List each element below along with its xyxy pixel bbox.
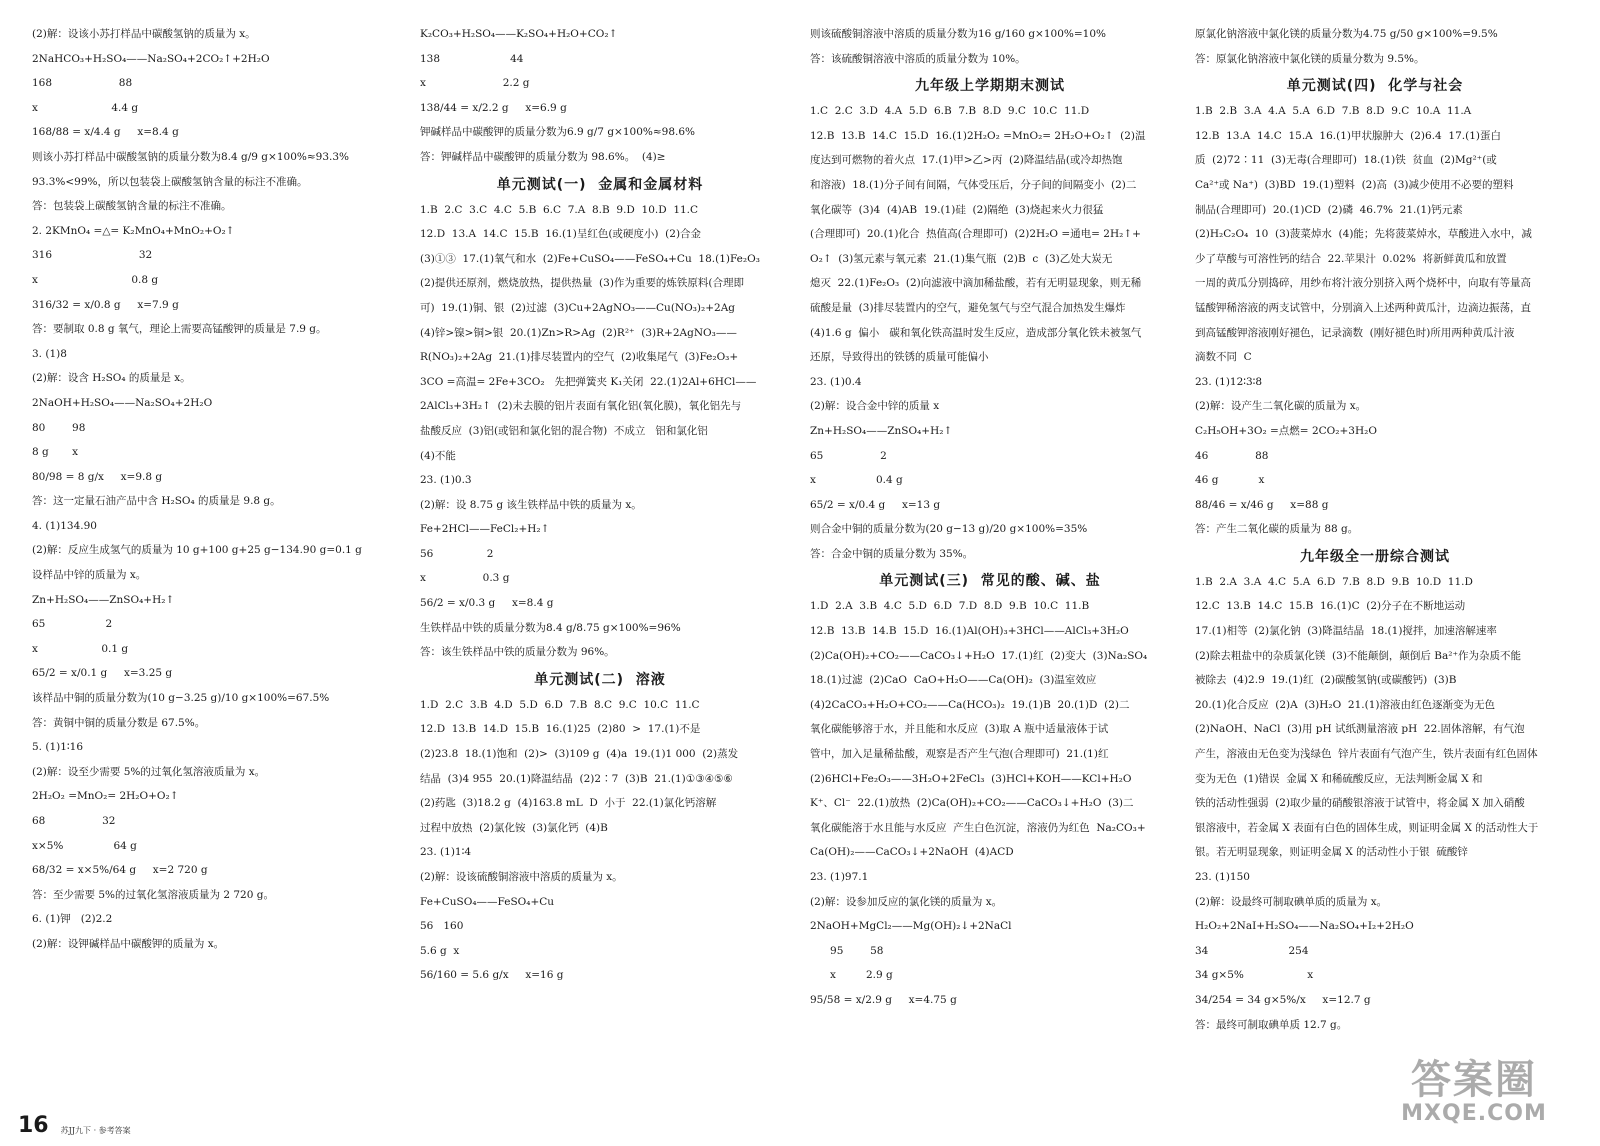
answer-line: 质 (2)72∶11 (3)无毒(合理即可) 18.(1)铁 贫血 (2)Mg²⁺(或 (1195, 154, 1497, 167)
answer-line: 该样品中铜的质量分数为(10 g−3.25 g)/10 g×100%=67.5% (32, 692, 330, 705)
answer-line: (2)解：设该硫酸铜溶液中溶质的质量为 x。 (420, 871, 623, 883)
answer-line: 银。若无明显现象，则证明金属 X 的活动性小于银 硫酸锌 (1195, 846, 1468, 859)
answer-line: 65 2 (810, 449, 887, 462)
answer-line: 23. (1)97.1 (810, 871, 869, 883)
answer-line: x×5% 64 g (32, 839, 137, 852)
answer-line: 2AlCl₃+3H₂↑ (2)未去膜的铝片表面有氧化铝(氧化膜)，氧化铝先与 (420, 400, 742, 413)
answer-line: 1.B 2.A 3.A 4.C 5.A 6.D 7.B 8.D 9.B 10.D 11.D (1195, 575, 1473, 588)
answer-line: Zn+H₂SO₄——ZnSO₄+H₂↑ (810, 424, 953, 437)
answer-line: 答：至少需要 5%的过氧化氢溶液质量为 2 720 g。 (32, 888, 274, 901)
answer-line: 5. (1)1∶16 (32, 741, 84, 754)
answer-line: (4)1.6 g 偏小 碳和氧化铁高温时发生反应，造成部分氧化铁未被氢气 (810, 326, 1142, 339)
section-title: 单元测试(二) 溶液 (534, 671, 666, 688)
answer-line: (2)23.8 18.(1)饱和 (2)> (3)109 g (4)a 19.(1)1 000 (2)蒸发 (420, 748, 739, 761)
answer-line: 答：该生铁样品中铁的质量分数为 96%。 (420, 646, 615, 659)
answer-line: (合理即可) 20.(1)化合 热值高(合理即可) (2)2H₂O =通电= 2H₂↑+ (810, 228, 1141, 241)
answer-line: 80/98 = 8 g/x x=9.8 g (32, 470, 163, 483)
answer-line: 5.6 g x (420, 944, 460, 957)
answer-line: 则该小苏打样品中碳酸氢钠的质量分数为8.4 g/9 g×100%≈93.3% (32, 150, 350, 163)
answer-line: K₂CO₃+H₂SO₄——K₂SO₄+H₂O+CO₂↑ (420, 28, 618, 40)
answer-line: 铁的活动性强弱 (2)取少量的硝酸银溶液于试管中，将金属 X 加入硝酸 (1195, 797, 1525, 810)
answer-line: 原氯化钠溶液中氯化镁的质量分数为4.75 g/50 g×100%=9.5% (1195, 28, 1498, 40)
page-footer (18, 1102, 131, 1138)
answer-line: 34 254 (1195, 944, 1309, 957)
section-title: 单元测试(三) 常见的酸、碱、盐 (879, 573, 1101, 590)
answer-line: 银溶液中，若金属 X 表面有白色的固体生成，则证明金属 X 的活动性大于 (1195, 821, 1539, 834)
answer-line: (3)①③ 17.(1)氧气和水 (2)Fe+CuSO₄——FeSO₄+Cu 18.(1)Fe₂O₃ (420, 252, 760, 265)
answer-line: 熄灭 22.(1)Fe₂O₃ (2)向滤液中滴加稀盐酸，若有无明显现象，则无稀 (810, 277, 1142, 290)
answer-line: 3CO =高温= 2Fe+3CO₂ 先把弹簧夹 K₁关闭 22.(1)2Al+6HCl—— (420, 375, 757, 388)
answer-line: 4. (1)134.90 (32, 519, 97, 532)
answer-line: 2. 2KMnO₄ =△= K₂MnO₄+MnO₂+O₂↑ (32, 224, 235, 237)
answer-line: 12.C 13.B 14.C 15.B 16.(1)C (2)分子在不断地运动 (1195, 600, 1466, 613)
section-title: 单元测试(四) 化学与社会 (1286, 78, 1464, 95)
answer-line: 68/32 = x×5%/64 g x=2 720 g (32, 864, 208, 877)
answer-line: 设样品中锌的质量为 x。 (32, 569, 147, 582)
section-title: 单元测试(一) 金属和金属材料 (496, 176, 704, 193)
answer-line: 23. (1)0.3 (420, 474, 472, 487)
answer-line: 钾碱样品中碳酸钾的质量分数为6.9 g/7 g×100%≈98.6% (420, 126, 696, 139)
answer-line: 95 58 (810, 944, 884, 957)
answer-line: 12.D 13.B 14.D 15.B 16.(1)25 (2)80 > 17.(1)不是 (420, 723, 701, 736)
answer-line: Ca(OH)₂——CaCO₃↓+2NaOH (4)ACD (810, 846, 1014, 859)
answer-line: 锰酸钾稀溶液的两支试管中，分别滴入上述两种黄瓜汁，边滴边振荡，直 (1195, 301, 1531, 314)
answer-line: 168/88 = x/4.4 g x=8.4 g (32, 126, 179, 139)
answer-line: x 2.2 g (420, 77, 530, 90)
answer-line: (2)解：设含 H₂SO₄ 的质量是 x。 (32, 372, 191, 385)
answer-line: (2)NaOH、NaCl (3)用 pH 试纸测量溶液 pH 22.固体溶解，有气泡 (1195, 723, 1525, 736)
answer-line: 34 g×5% x (1195, 969, 1314, 982)
answer-line: 65/2 = x/0.1 g x=3.25 g (32, 667, 173, 680)
answer-line: (4)2CaCO₃+H₂O+CO₂——Ca(HCO₃)₂ 19.(1)B 20.(1)D (2)二 (810, 698, 1130, 711)
answer-line: (2)解：设参加反应的氯化镁的质量为 x。 (810, 895, 1003, 908)
answer-line: 34/254 = 34 g×5%/x x=12.7 g (1195, 993, 1371, 1006)
answer-line: 硫酸是量 (3)排尽装置内的空气，避免氢气与空气混合加热发生爆炸 (810, 301, 1126, 314)
answer-line: 3. (1)8 (32, 347, 67, 360)
answer-line: 2NaHCO₃+H₂SO₄——Na₂SO₄+2CO₂↑+2H₂O (32, 52, 270, 65)
column-1 (32, 22, 392, 957)
answer-line: (2)Ca(OH)₂+CO₂——CaCO₃↓+H₂O 17.(1)红 (2)变大 (3)Na₂SO₄ (810, 649, 1148, 662)
answer-line: 138/44 = x/2.2 g x=6.9 g (420, 101, 567, 114)
section-title: 九年级上学期期末测试 (915, 78, 1065, 95)
answer-line: 88/46 = x/46 g x=88 g (1195, 498, 1329, 511)
answer-line: 滴数不同 C (1195, 351, 1252, 364)
answer-line: 则合金中铜的质量分数为(20 g−13 g)/20 g×100%=35% (810, 523, 1088, 536)
answer-line: 8 g x (32, 446, 79, 459)
answer-line: x 0.1 g (32, 642, 129, 655)
answer-line: 2H₂O₂ =MnO₂= 2H₂O+O₂↑ (32, 790, 179, 803)
watermark-logo (1384, 1052, 1564, 1132)
answer-line: (2)药匙 (3)18.2 g (4)163.8 mL D 小于 22.(1)氯化钙溶解 (420, 797, 717, 810)
answer-line: 23. (1)12∶3∶8 (1195, 375, 1263, 388)
answer-line: 答：要制取 0.8 g 氧气，理论上需要高锰酸钾的质量是 7.9 g。 (32, 323, 327, 336)
answer-line: Zn+H₂SO₄——ZnSO₄+H₂↑ (32, 593, 175, 606)
answer-line: 氧化碳等 (3)4 (4)AB 19.(1)硅 (2)隔绝 (3)烧起来火力很猛 (810, 203, 1104, 216)
answer-line: 6. (1)钾 (2)2.2 (32, 913, 113, 926)
answer-line: 56 2 (420, 547, 494, 560)
answer-line: C₂H₅OH+3O₂ =点燃= 2CO₂+3H₂O (1195, 424, 1377, 437)
answer-line: 答：黄铜中铜的质量分数是 67.5%。 (32, 716, 206, 729)
column-4 (1195, 22, 1555, 1037)
answer-line: 1.C 2.C 3.D 4.A 5.D 6.B 7.B 8.D 9.C 10.C 11.D (810, 105, 1090, 118)
answer-line: (2)H₂C₂O₄ 10 (3)菠菜焯水 (4)能；先将菠菜焯水，草酸进入水中，减 (1195, 228, 1532, 241)
page-number: 16 (18, 1113, 49, 1138)
answer-line: 20.(1)化合反应 (2)A (3)H₂O 21.(1)溶液由红色逐渐变为无色 (1195, 698, 1495, 711)
answer-line: 316 32 (32, 249, 153, 262)
answer-line: (2)解：设产生二氧化碳的质量为 x。 (1195, 400, 1367, 413)
answer-line: 产生，溶液由无色变为浅绿色 锌片表面有气泡产生，铁片表面有红色固体 (1195, 748, 1538, 761)
answer-line: (2)解：设合金中锌的质量 x (810, 400, 940, 413)
answer-line: x 4.4 g (32, 101, 139, 114)
answer-line: 答：该硫酸铜溶液中溶质的质量分数为 10%。 (810, 52, 1026, 65)
answer-line: 65 2 (32, 618, 113, 631)
watermark-logo-text: 答案圈 (1411, 1057, 1537, 1103)
answer-line: (2)提供还原剂，燃烧放热，提供热量 (3)作为重要的炼铁原料(合理即 (420, 277, 745, 290)
answer-line: 1.D 2.C 3.B 4.D 5.D 6.D 7.B 8.C 9.C 10.C 11.C (420, 698, 700, 711)
answer-line: 答：最终可制取碘单质 12.7 g。 (1195, 1018, 1348, 1031)
answer-line: 变为无色 (1)错误 金属 X 和稀硫酸反应，无法判断金属 X 和 (1195, 772, 1483, 785)
answer-line: 93.3%<99%，所以包装袋上碳酸氢钠含量的标注不准确。 (32, 175, 308, 188)
answer-line: Fe+CuSO₄——FeSO₄+Cu (420, 895, 555, 908)
section-title: 九年级全一册综合测试 (1300, 548, 1450, 565)
answer-line: 316/32 = x/0.8 g x=7.9 g (32, 298, 179, 311)
answer-line: 2NaOH+H₂SO₄——Na₂SO₄+2H₂O (32, 396, 213, 409)
answer-line: Ca²⁺或 Na⁺) (3)BD 19.(1)塑料 (2)高 (3)减少使用不必要的塑料 (1195, 178, 1514, 191)
answer-line: 可) 19.(1)铜、银 (2)过滤 (3)Cu+2AgNO₃——Cu(NO₃)₂+2Ag (420, 301, 736, 314)
answer-line: 12.D 13.A 14.C 15.B 16.(1)呈红色(或硬度小) (2)合金 (420, 228, 702, 241)
answer-line: 95/58 = x/2.9 g x=4.75 g (810, 993, 957, 1006)
answer-line: 46 88 (1195, 449, 1269, 462)
answer-line: 17.(1)相等 (2)氯化钠 (3)降温结晶 18.(1)搅拌，加速溶解速率 (1195, 625, 1497, 638)
answer-line: (2)解：设 8.75 g 该生铁样品中铁的质量为 x。 (420, 498, 642, 511)
answer-line: 1.B 2.C 3.C 4.C 5.B 6.C 7.A 8.B 9.D 10.D 11.C (420, 203, 699, 216)
answer-line: 56/160 = 5.6 g/x x=16 g (420, 969, 564, 982)
answer-line: 12.B 13.B 14.C 15.D 16.(1)2H₂O₂ =MnO₂= 2H₂O+O₂↑ (2)温 (810, 129, 1146, 142)
answer-line: 23. (1)1∶4 (420, 846, 472, 859)
answer-line: 168 88 (32, 77, 133, 90)
answer-line: 少了草酸与可溶性钙的结合 22.苹果汁 0.02% 将新鲜黄瓜和放置 (1195, 252, 1507, 265)
answer-line: 制品(合理即可) 20.(1)CD (2)磷 46.7% 21.(1)钙元素 (1195, 203, 1463, 216)
answer-line: 65/2 = x/0.4 g x=13 g (810, 498, 941, 511)
answer-line: x 0.8 g (32, 273, 159, 286)
answer-line: (2)除去粗盐中的杂质氯化镁 (3)不能颠倒，颠倒后 Ba²⁺作为杂质不能 (1195, 649, 1521, 662)
answer-line: 盐酸反应 (3)铝(或铝和氯化铝的混合物) 不成立 铝和氯化铝 (420, 424, 708, 437)
answer-line: (4)锌>镍>铜>银 20.(1)Zn>R>Ag (2)R²⁺ (3)R+2AgNO₃—— (420, 326, 737, 339)
answer-line: (2)解：设至少需要 5%的过氧化氢溶液质量为 x。 (32, 765, 266, 778)
answer-line: 结晶 (3)4 955 20.(1)降温结晶 (2)2∶7 (3)B 21.(1)①③④⑤⑥ (420, 772, 733, 785)
answer-line: 1.D 2.A 3.B 4.C 5.D 6.D 7.D 8.D 9.B 10.C 11.B (810, 600, 1090, 613)
answer-line: 到高锰酸钾溶液刚好褪色，记录滴数 (刚好褪色时)所用两种黄瓜汁液 (1195, 326, 1515, 339)
answer-line: 一周的黄瓜分别捣碎，用纱布将汁液分别挤入两个烧杯中，向取有等量高 (1195, 277, 1531, 290)
answer-line: 管中，加入足量稀盐酸，观察是否产生气泡(合理即可) 21.(1)红 (810, 748, 1109, 761)
watermark-url: MXQE.COM (1401, 1101, 1547, 1126)
answer-line: 还原，导致得出的铁锈的质量可能偏小 (810, 351, 989, 364)
answer-line: 氧化碳能够溶于水，并且能和水反应 (3)取 A 瓶中适量液体于试 (810, 723, 1109, 736)
answer-line: R(NO₃)₂+2Ag 21.(1)排尽装置内的空气 (2)收集尾气 (3)Fe₂O₃+ (420, 351, 739, 364)
answer-line: 68 32 (32, 815, 116, 827)
answer-line: (2)解：设该小苏打样品中碳酸氢钠的质量为 x。 (32, 28, 256, 40)
answer-line: 生铁样品中铁的质量分数为8.4 g/8.75 g×100%=96% (420, 621, 681, 634)
answer-line: 1.B 2.B 3.A 4.A 5.A 6.D 7.B 8.D 9.C 10.A 11.A (1195, 105, 1472, 118)
answer-line: 56/2 = x/0.3 g x=8.4 g (420, 597, 554, 610)
answer-line: O₂↑ (3)氢元素与氧元素 21.(1)集气瓶 (2)B c (3)乙处大炭无 (810, 252, 1113, 265)
answer-line: 18.(1)过滤 (2)CaO CaO+H₂O——Ca(OH)₂ (3)温室效应 (810, 674, 1097, 687)
answer-line: (2)解：设钾碱样品中碳酸钾的质量为 x。 (32, 937, 225, 950)
answer-line: 2NaOH+MgCl₂——Mg(OH)₂↓+2NaCl (810, 920, 1012, 933)
column-3 (810, 22, 1170, 1013)
answer-line: x 2.9 g (810, 969, 893, 982)
answer-line: 23. (1)0.4 (810, 375, 862, 388)
answer-line: 答：原氯化钠溶液中氯化镁的质量分数为 9.5%。 (1195, 52, 1425, 65)
answer-line: H₂O₂+2NaI+H₂SO₄——Na₂SO₄+I₂+2H₂O (1195, 920, 1414, 933)
answer-line: K⁺、Cl⁻ 22.(1)放热 (2)Ca(OH)₂+CO₂——CaCO₃↓+H₂O (3)二 (810, 797, 1134, 810)
answer-line: Fe+2HCl——FeCl₂+H₂↑ (420, 523, 550, 536)
answer-line: (4)不能 (420, 449, 456, 462)
answer-line: 氧化碳能溶于水且能与水反应 产生白色沉淀，溶液仍为红色 Na₂CO₃+ (810, 821, 1146, 834)
answer-line: 和溶液) 18.(1)分子间有间隔，气体受压后，分子间的间隔变小 (2)二 (810, 178, 1137, 191)
answer-line: 被除去 (4)2.9 19.(1)红 (2)碳酸氢钠(或碳酸钙) (3)B (1195, 674, 1457, 687)
answer-line: (2)解：反应生成氢气的质量为 10 g+100 g+25 g−134.90 g=0.1 g (32, 544, 362, 557)
answer-line: 80 98 (32, 421, 86, 434)
answer-line: (2)解：设最终可制取碘单质的质量为 x。 (1195, 895, 1388, 908)
answer-line: 答：这一定量石油产品中含 H₂SO₄ 的质量是 9.8 g。 (32, 495, 281, 508)
answer-line: 138 44 (420, 52, 524, 65)
answer-line: 12.B 13.A 14.C 15.A 16.(1)甲状腺肿大 (2)6.4 17.(1)蛋白 (1195, 129, 1501, 142)
answer-line: 12.B 13.B 14.B 15.D 16.(1)Al(OH)₃+3HCl——AlCl₃+3H₂O (810, 625, 1129, 638)
answer-line: 23. (1)150 (1195, 871, 1250, 883)
footer-label: 苏JJ九下 · 参考答案 (60, 1126, 131, 1135)
answer-line: 答：合金中铜的质量分数为 35%。 (810, 547, 974, 560)
answer-line: 则该硫酸铜溶液中溶质的质量分数为16 g/160 g×100%=10% (810, 28, 1107, 40)
answer-line: 度达到可燃物的着火点 17.(1)甲>乙>丙 (2)降温结晶(或冷却热饱 (810, 154, 1123, 167)
answer-line: 46 g x (1195, 474, 1265, 487)
answer-line: (2)6HCl+Fe₂O₃——3H₂O+2FeCl₃ (3)HCl+KOH——KCl+H₂O (810, 772, 1132, 785)
answer-line: x 0.4 g (810, 474, 903, 487)
answer-line: 答：产生二氧化碳的质量为 88 g。 (1195, 523, 1359, 536)
answer-line: 56 160 (420, 920, 464, 933)
answer-line: 答：钾碱样品中碳酸钾的质量分数为 98.6%。 (4)≥ (420, 150, 666, 163)
answer-line: 过程中放热 (2)氯化铵 (3)氯化钙 (4)B (420, 821, 608, 834)
answer-line: 答：包装袋上碳酸氢钠含量的标注不准确。 (32, 200, 232, 213)
answer-line: x 0.3 g (420, 572, 510, 585)
column-2 (420, 22, 780, 988)
